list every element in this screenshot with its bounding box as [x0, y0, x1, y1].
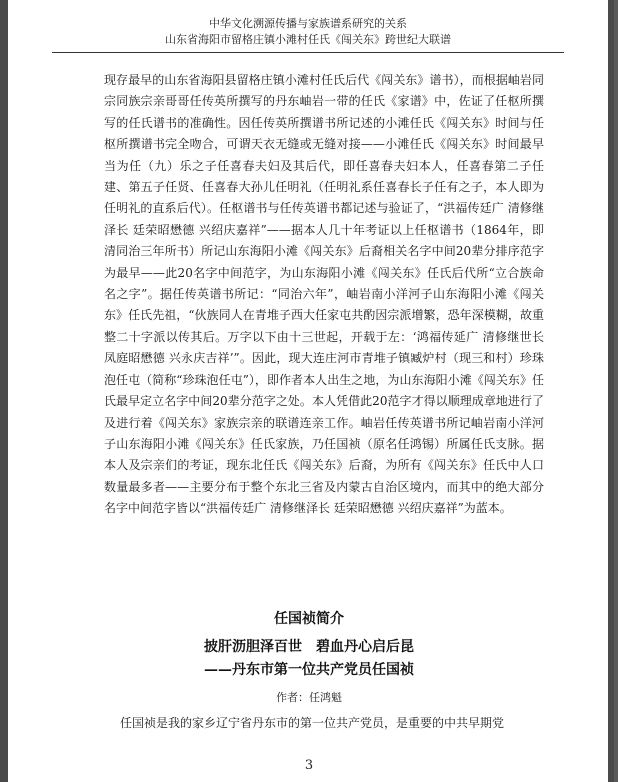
header-rule — [52, 52, 564, 53]
page-number: 3 — [304, 758, 314, 773]
header-line-1: 中华文化溯源传播与家族谱系研究的关系 — [209, 17, 407, 30]
author-line: 作者：任鸿魁 — [276, 691, 342, 704]
running-header — [8, 16, 608, 48]
section-heading: 任国祯简介 — [274, 611, 344, 627]
header-line-2: 山东省海阳市留格庄镇小滩村任氏《闯关东》跨世纪大联谱 — [165, 33, 451, 46]
intro-line: 任国祯是我的家乡辽宁省丹东市的第一位共产党员，是重要的中共早期党 — [120, 716, 505, 730]
section-subtitle-2: ——丹东市第一位共产党员任国祯 — [204, 662, 414, 678]
section-subtitle-1: 披肝沥胆泽百世 碧血丹心启后昆 — [204, 639, 414, 655]
body-paragraph: 现存最早的山东省海阳县留格庄镇小滩村任氏后代《闯关东》谱书），而根据岫岩同宗同族宗亲哥哥任传英所撰写的丹东岫岩一带的任氏《家谱》中，佐证了任枢所撰写的任氏谱书的准确性。因任传英所撰谱书所记述的小滩任氏《闯关东》时间与任枢所撰谱书完全吻合，可谓天衣无缝或无缝对接——小滩任氏《闯关东》时间最早当为任（九）乐之子任喜春夫妇及其后代，即任喜春夫妇本人，任喜春第二子任建、第五子任贤、任喜春大孙儿任明礼（任明礼系任喜春长子任有之子，本人即为任明礼的直系后代）。任枢谱书与任传英谱书都记述与验证了，“洪福传廷广 清修继泽长 廷荣昭懋德 兴绍庆嘉祥”——据本人几十年考证以上任枢谱书（1864年，即清同治三年所书）所记山东海阳小滩《闯关东》后裔相关名字中间20辈分排序范字为最早——此20名字中间范字，为山东海阳小滩《闯关东》任氏后代所“立合族命名之字”。据任传英谱书所记：“同治六年”，岫岩南小洋河子山东海阳小滩《闯关东》任氏先祖，“伙族同人在青堆子西大任家屯共酌因宗派增繁，恐年深模糊，故重整二十字派以传其后。万字以下由十三世起，开载于左：‘鸿福传延广 清修继世长 凤庭昭懋德 兴永庆吉祥’”。因此，现大连庄河市青堆子镇臧炉村（现三和村）珍珠泡任屯（简称“珍珠泡任屯”），即作者本人出生之地，为山东海阳小滩《闯关东》任氏最早定立名字中间20辈分范字之处。本人凭借此20范字才得以顺理成章地进行了及进行着《闯关东》家族宗亲的联谱连亲工作。岫岩任传英谱书所记岫岩南小洋河子山东海阳小滩《闯关东》任氏家族，乃任国祯（原名任鸿锡）所属任氏支脉。据本人及宗亲们的考证，现东北任氏《闯关东》后裔，为所有《闯关东》任氏中人口数量最多者——主要分布于整个东北三省及内蒙古自治区境内，而其中的绝大部分名字中间范字皆以“洪福传廷广 清修继泽长 廷荣昭懋德 兴绍庆嘉祥”为蓝本。 — [104, 73, 544, 516]
viewer-scrollbar[interactable] — [614, 0, 618, 782]
